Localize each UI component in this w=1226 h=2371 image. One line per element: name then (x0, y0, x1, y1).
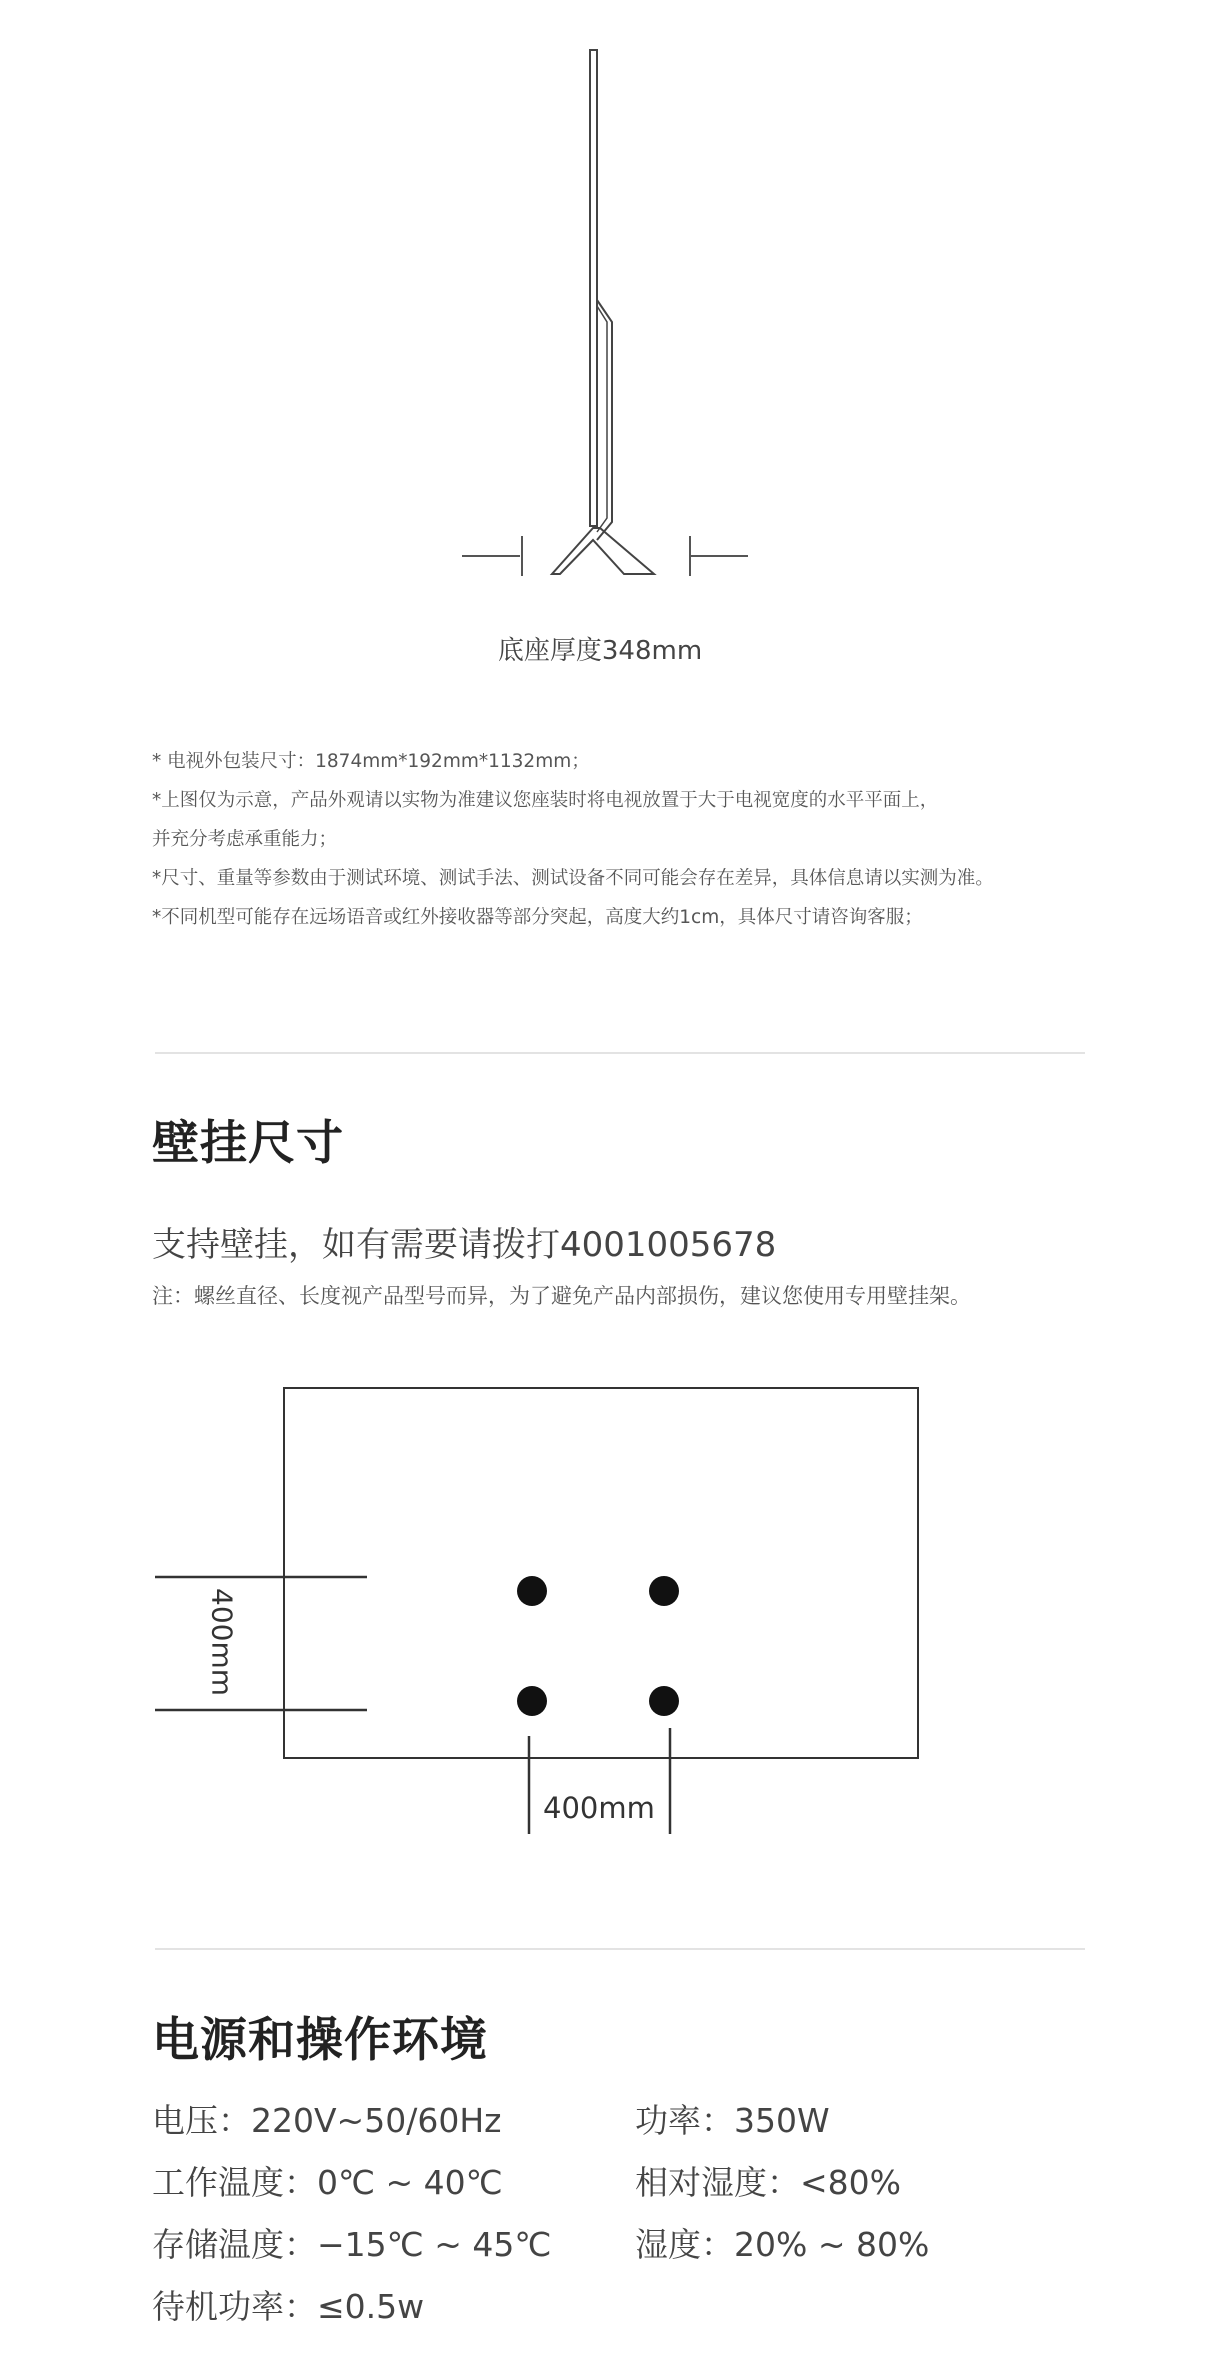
wall-mount-subtitle: 支持壁挂，如有需要请拨打4001005678 (152, 1225, 777, 1265)
mount-hole (517, 1686, 547, 1716)
note-line: *不同机型可能存在远场语音或红外接收器等部分突起，高度大约1cm，具体尺寸请咨询客服； (152, 907, 923, 928)
note-line: *上图仅为示意，产品外观请以实物为准建议您座装时将电视放置于大于电视宽度的水平平面上， (152, 790, 939, 811)
mount-hole (517, 1576, 547, 1606)
spec-row (152, 2157, 1152, 2219)
spec-standby-power: 待机功率：≤0.5w (152, 2287, 425, 2326)
spec-power: 功率：350W (635, 2101, 830, 2140)
tv-panel-outline (590, 50, 597, 526)
note-line: * 电视外包装尺寸：1874mm*192mm*1132mm； (152, 751, 590, 772)
power-specs (152, 2095, 1152, 2343)
notes-block (152, 742, 1112, 937)
horizontal-spacing-label: 400mm (543, 1791, 655, 1825)
mount-hole (649, 1576, 679, 1606)
note-line: 并充分考虑承重能力； (152, 829, 338, 850)
spec-row (152, 2281, 1152, 2343)
spec-humidity: 湿度：20% ~ 80% (635, 2225, 930, 2264)
spec-row (152, 2095, 1152, 2157)
spec-row (152, 2219, 1152, 2281)
power-title: 电源和操作环境 (152, 2013, 488, 2068)
tv-rear-body-inner (597, 306, 607, 532)
wall-mount-title: 壁挂尺寸 (152, 1116, 344, 1171)
note-line: *尺寸、重量等参数由于测试环境、测试手法、测试设备不同可能会存在差异，具体信息请以实测为准。 (152, 868, 994, 889)
spec-voltage: 电压：220V~50/60Hz (152, 2101, 502, 2140)
tv-back-outline (284, 1388, 918, 1758)
tv-rear-body (597, 300, 612, 540)
wall-mount-note: 注：螺丝直径、长度视产品型号而异，为了避免产品内部损伤，建议您使用专用壁挂架。 (152, 1284, 971, 1308)
stand-depth-caption: 底座厚度348mm (497, 636, 703, 666)
spec-storage-temp: 存储温度：−15℃ ~ 45℃ (152, 2225, 552, 2264)
tv-stand (552, 528, 654, 574)
mount-hole (649, 1686, 679, 1716)
spec-relative-humidity: 相对湿度：<80% (635, 2163, 901, 2202)
spec-operating-temp: 工作温度：0℃ ~ 40℃ (152, 2163, 503, 2202)
section-divider (155, 1948, 1085, 1950)
vertical-spacing-label: 400mm (205, 1588, 239, 1696)
section-divider (155, 1052, 1085, 1054)
tv-side-view-diagram (0, 0, 1226, 620)
